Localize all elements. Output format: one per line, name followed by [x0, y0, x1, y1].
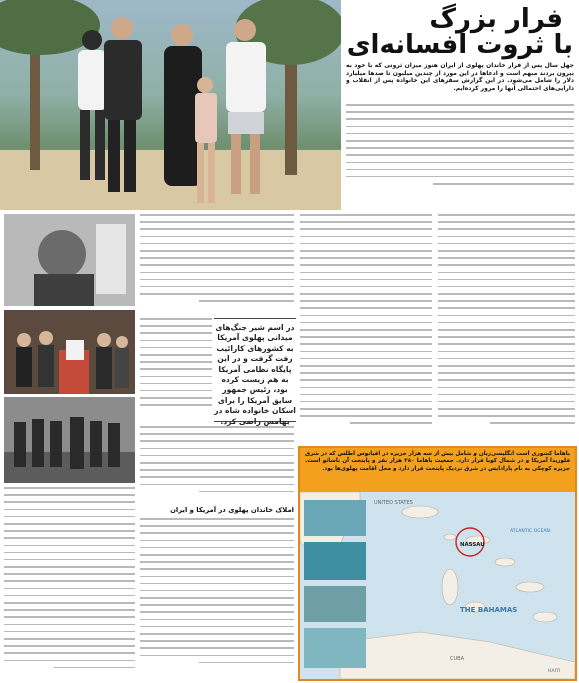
column-2-text-narrow	[140, 318, 212, 422]
family-photo	[0, 0, 341, 210]
intro-body-text	[346, 104, 574, 208]
column-2-text-lower	[140, 426, 294, 504]
column-3-text	[300, 214, 432, 442]
headline-line-1: فرار بزرگ	[429, 4, 563, 34]
column-2-text-bottom	[140, 518, 294, 681]
departure-photo	[4, 397, 135, 483]
shah-portrait-photo	[4, 214, 135, 306]
headline-line-2: با ثروت افسانه‌ای	[346, 30, 573, 60]
map-box	[298, 446, 577, 681]
label-nassau: NASSAU	[460, 542, 485, 548]
left-column-text	[4, 487, 135, 681]
family-photo-illustration	[0, 0, 341, 210]
bahamas-map	[300, 492, 575, 679]
column-2-text-top	[140, 214, 294, 316]
label-usa: UNITED STATES	[374, 500, 413, 506]
map-caption: باهاما کشوری است انگلیسی‌زبان و شامل بیش از سه هزار جزیره در اقیانوس اطلس که در شرق فلوریدا آمریکا و در شمال کوبا قرار دارد. جمعیت باهاما ۳۸۰ هزار نفر و پایتخت آن ناسائو است. جزیره کوچکی به نام پارادایس در شرق نزدیک پایتخت قرار دارد و محل اقامت پهلوی‌ها بود.	[300, 448, 575, 492]
lead-paragraph: جهل سال پس از فرار خاندان پهلوی از ایران هنوز میزان ثروتی که با خود به بیرون بردند مبهم است و ادعاها در این مورد از چندین میلیون تا صدها میلیارد دلار را شامل می‌شود. در این گزارش سفرهای این خانواده پس از انقلاب و دارایی‌های احتمالی آنها را مرور کرده‌ایم.	[346, 62, 574, 92]
label-haiti: HAITI	[548, 669, 561, 674]
column-4-text	[438, 214, 575, 442]
pull-quote: در اسم شیر جنگ‌های میدانی پهلوی آمریکا به کشورهای کارائیب رفت گرفت و در این پایگاه نظامی آمریکا به هم زیست کرده بود، رئیس جمهور سابق آمریکا را برای اسکان خانواده شاه در بهامس راضی کرد.	[214, 318, 296, 422]
label-cuba: CUBA	[450, 656, 465, 662]
label-ocean: ATLANTIC OCEAN	[510, 529, 550, 534]
ceremony-photo	[4, 310, 135, 394]
label-country: THE BAHAMAS	[460, 606, 518, 614]
section-heading: املاک خاندان پهلوی در آمریکا و ایران	[170, 506, 294, 514]
